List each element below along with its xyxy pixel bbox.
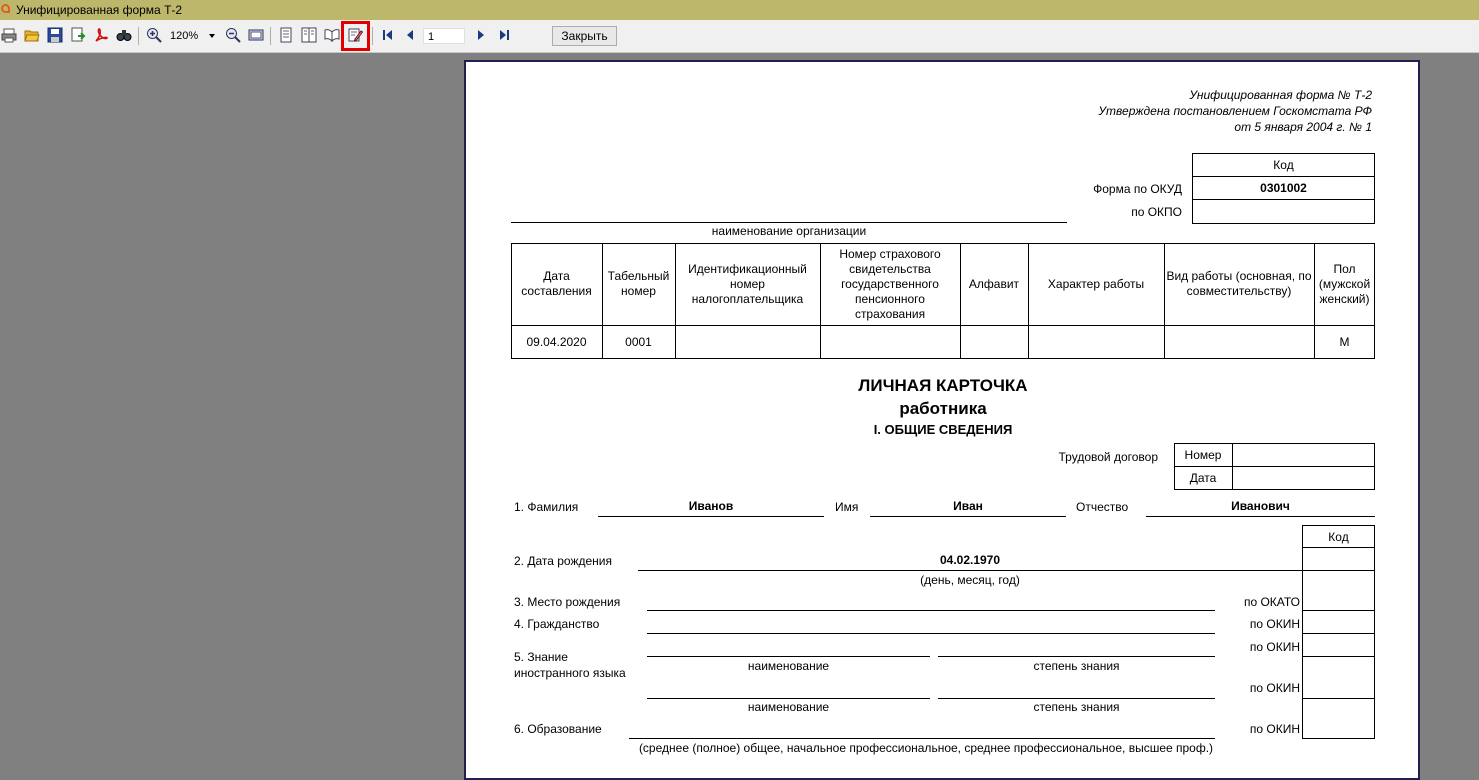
table-value-cell: М [1339,334,1350,349]
chevron-down-icon [209,34,215,38]
surname-label: 1. Фамилия [514,500,579,514]
table-header-cell: Дата составления [521,269,592,298]
find-icon[interactable] [115,26,133,44]
okud-label: Форма по ОКУД [1093,182,1182,196]
table-value-cell [960,325,1028,359]
caption-name-1: наименование [747,659,830,673]
close-button[interactable]: Закрыть [552,26,617,46]
section-title: I. ОБЩИЕ СВЕДЕНИЯ [873,422,1013,437]
print-icon[interactable] [0,26,18,44]
table-header-cell: Номер страхового свидетельства государственного пенсионного страхования [839,246,941,321]
zoom-select[interactable] [170,28,218,44]
citizenship-label: 4. Гражданство [514,617,600,631]
book-view-icon[interactable] [323,26,341,44]
code-label: Код [1328,530,1349,544]
okin-label-education: по ОКИН [1249,722,1300,736]
okpo-label: по ОКПО [1131,205,1182,219]
page-view-icon[interactable] [247,26,265,44]
language-label-1: 5. Знание [514,650,568,664]
education-caption: (среднее (полное) общее, начальное профессиональное, среднее профессиональное, высшее проф.) [638,741,1214,755]
surname-value: Иванов [688,499,734,513]
contract-label: Трудовой договор [1058,450,1158,464]
table-header-cell: Пол (мужской женский) [1318,261,1371,306]
okud-value: 0301002 [1260,181,1307,195]
name-value: Иван [953,499,983,513]
education-label: 6. Образование [514,722,602,736]
title-bar [0,0,1479,20]
multi-page-icon[interactable] [300,26,318,44]
zoom-in-icon[interactable] [145,26,163,44]
table-value-cell [1028,325,1164,359]
table-header-cell: Вид работы (основная, по совместительству) [1166,269,1312,298]
zoom-value: 120% [170,30,199,42]
table-value-cell: 0001 [625,334,652,349]
caption-degree-1: степень знания [1033,659,1120,673]
form-header-line2: Утверждена постановлением Госкомстата РФ [1098,104,1372,118]
caption-name-2: наименование [747,700,830,714]
patronymic-value: Иванович [1231,499,1290,513]
table-header-cell: Характер работы [1047,276,1145,291]
table-value-cell [820,325,960,359]
toolbar-separator [270,27,271,45]
birthdate-label: 2. Дата рождения [514,554,612,568]
single-page-icon[interactable] [277,26,295,44]
card-subtitle: работника [899,399,987,418]
save-icon[interactable] [46,26,64,44]
table-value-cell [1164,325,1314,359]
zoom-out-icon[interactable] [224,26,242,44]
birthplace-label: 3. Место рождения [514,595,621,609]
form-header-line3: от 5 января 2004 г. № 1 [1234,120,1372,134]
highlight-frame [341,21,370,51]
codes-header: Код [1273,158,1294,172]
contract-date-label: Дата [1189,471,1217,485]
window-title: Унифицированная форма Т-2 [16,3,183,17]
birthdate-value: 04.02.1970 [939,553,1001,567]
toolbar-separator [138,27,139,45]
table-header-cell: Табельный номер [607,269,670,298]
toolbar-separator [372,27,373,45]
table-header-cell: Алфавит [968,276,1020,291]
last-page-icon[interactable] [495,26,513,44]
form-header-line1: Унифицированная форма № Т-2 [1189,88,1372,102]
next-page-icon[interactable] [472,26,490,44]
code-column [1302,525,1375,739]
first-page-icon[interactable] [379,26,397,44]
language-label-2: иностранного языка [514,666,626,680]
page-number-input[interactable]: 1 [423,28,465,44]
prev-page-icon[interactable] [401,26,419,44]
table-value-cell [675,325,820,359]
okato-label: по ОКАТО [1243,595,1300,609]
export-icon[interactable] [69,26,87,44]
patronymic-label: Отчество [1076,500,1129,514]
name-label: Имя [835,500,859,514]
report-page [464,60,1420,780]
card-title: ЛИЧНАЯ КАРТОЧКА [858,376,1028,395]
toolbar [0,20,1479,53]
table-header-cell: Идентификационный номер налогоплательщика [688,261,807,306]
caption-degree-2: степень знания [1033,700,1120,714]
okin-label-language2: по ОКИН [1249,681,1300,695]
okin-label-language1: по ОКИН [1249,640,1300,654]
okin-label-citizenship: по ОКИН [1249,617,1300,631]
contract-number-label: Номер [1184,448,1222,462]
org-caption: наименование организации [711,224,867,238]
app-icon [1,4,10,13]
pdf-icon[interactable] [92,26,110,44]
open-folder-icon[interactable] [23,26,41,44]
table-value-cell: 09.04.2020 [526,334,587,349]
birthdate-caption: (день, месяц, год) [920,573,1020,587]
